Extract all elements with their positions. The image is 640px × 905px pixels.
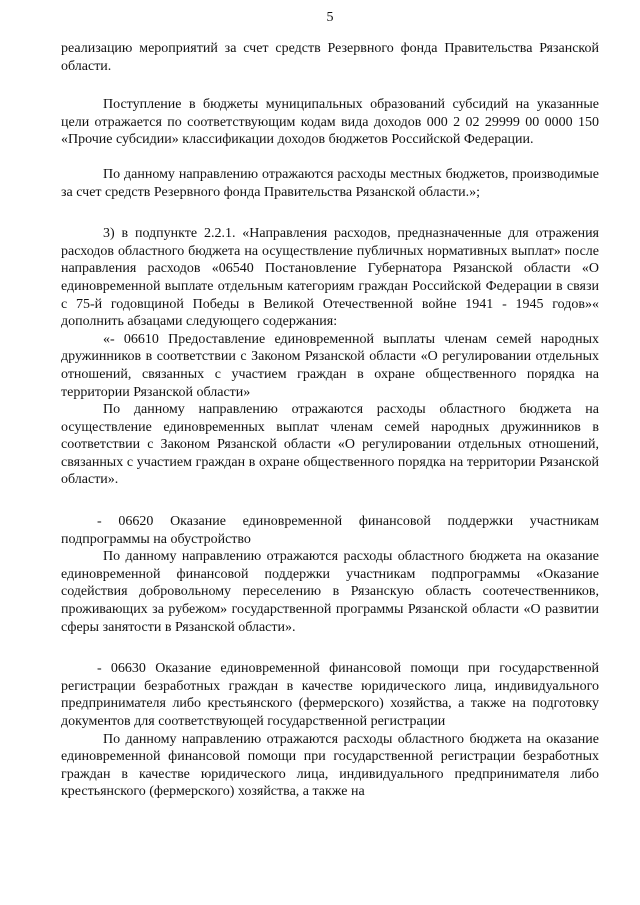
document-body [61,40,599,801]
paragraph-8: По данному направлению отражаются расходы областного бюджета на оказание единовременной финансовой поддержки участникам подпрограммы «Оказание содействия добровольному переселению в Рязанскую область соотечественников, проживающих за рубежом» государственной программы Рязанской области «О развитии сферы занятости в Рязанской области». [61,549,599,635]
page-number: 5 [326,10,334,25]
paragraph-9: - 06630 Оказание единовременной финансовой помощи при государственной регистрации безработных граждан в качестве юридического лица, индивидуального предпринимателя либо крестьянского (фермерского) хозяйства, а также на подготовку документов для соответствующей государственной регистрации [61,661,599,729]
paragraph-3: По данному направлению отражаются расходы местных бюджетов, производимые за счет средств Резервного фонда Правительства Рязанской области.»; [61,166,599,200]
paragraph-2: Поступление в бюджеты муниципальных образований субсидий на указанные цели отражается по соответствующим кодам вида доходов 000 2 02 29999 00 0000 150 «Прочие субсидии» классификации доходов бюджетов Российской Федерации. [61,97,599,148]
paragraph-6: По данному направлению отражаются расходы областного бюджета на осуществление единовременных выплат членам семей народных дружинников в соответствии с Законом Рязанской области «О регулировании отдельных отношений, связанных с участием граждан в охране общественного порядка на территории Рязанской области». [61,402,599,488]
paragraph-7: - 06620 Оказание единовременной финансовой поддержки участникам подпрограммы на обустройство [61,514,599,547]
paragraph-4: 3) в подпункте 2.2.1. «Направления расходов, предназначенные для отражения расходов областного бюджета на осуществление публичных нормативных выплат» после направления расходов «06540 Постановление Губернатора Рязанской области «О единовременной выплате отдельным категориям граждан Российской Федерации в связи с 75-й годовщиной Победы в Великой Отечественной войне 1941 - 1945 годов»« дополнить абзацами следующего содержания: [61,226,599,330]
paragraph-1: реализацию мероприятий за счет средств Резервного фонда Правительства Рязанской области. [61,41,599,74]
paragraph-10: По данному направлению отражаются расходы областного бюджета на оказание единовременной финансовой помощи при государственной регистрации безработных граждан в качестве юридического лица, индивидуального предпринимателя либо крестьянского (фермерского) хозяйства, а также на [61,731,599,800]
paragraph-5: «- 06610 Предоставление единовременной выплаты членам семей народных дружинников в соответствии с Законом Рязанской области «О регулировании отдельных отношений, связанных с участием граждан в охране общественного порядка на территории Рязанской области» [61,331,599,400]
